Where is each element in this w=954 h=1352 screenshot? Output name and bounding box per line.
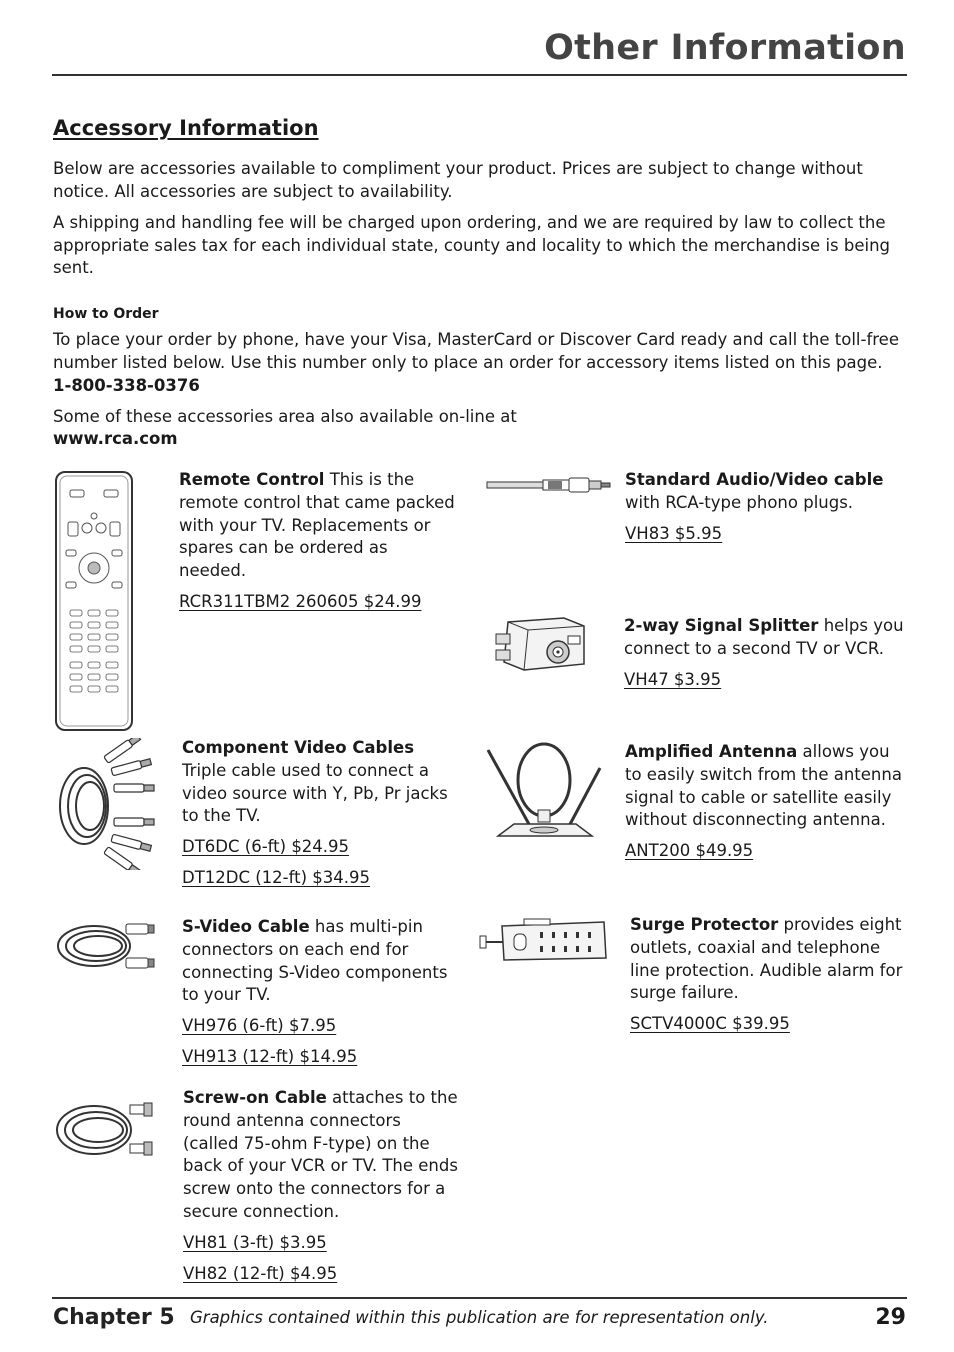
footer-chapter: Chapter 5 xyxy=(53,1305,175,1330)
screw-on-cable-desc: attaches to the round antenna connectors (called 75-ohm F-type) on the back of your VCR or TV. The ends screw onto the connectors for a secure connection. xyxy=(183,1088,458,1221)
screw-on-cable-item xyxy=(183,1087,458,1285)
screw-on-cable-image xyxy=(54,1100,158,1160)
svideo-cable-item xyxy=(182,916,457,1069)
surge-protector-sku[interactable]: SCTV4000C $39.95 xyxy=(630,1014,790,1034)
screw-on-cable-name: Screw-on Cable xyxy=(183,1088,327,1107)
how-to-order-text: To place your order by phone, have your Visa, MasterCard or Discover Card ready and call the toll-free number listed below. Use this number only to place an order for accessory items listed on this page. xyxy=(53,330,899,372)
component-cables-name: Component Video Cables xyxy=(182,738,415,757)
av-cable-item xyxy=(625,469,910,545)
remote-control-image xyxy=(54,470,134,734)
screw-on-cable-sku-1[interactable]: VH81 (3-ft) $3.95 xyxy=(183,1232,327,1252)
component-cables-sku-2[interactable]: DT12DC (12-ft) $34.95 xyxy=(182,867,371,887)
amplified-antenna-desc: allows you to easily switch from the antenna signal to cable or satellite easily without disconnecting antenna. xyxy=(625,742,902,830)
section-title: Accessory Information xyxy=(53,116,319,140)
footer-note: Graphics contained within this publication are for representation only. xyxy=(190,1308,769,1327)
remote-control-sku[interactable]: RCR311TBM2 260605 $24.99 xyxy=(179,591,422,611)
signal-splitter-sku[interactable]: VH47 $3.95 xyxy=(624,669,722,689)
intro-paragraph-1: Below are accessories available to compliment your product. Prices are subject to change without notice. All accessories are subject to availability. xyxy=(53,159,863,201)
component-cables-item xyxy=(182,737,457,890)
signal-splitter-image xyxy=(494,612,594,676)
svideo-cable-image xyxy=(54,920,158,972)
amplified-antenna-image xyxy=(484,740,608,842)
component-cables-image xyxy=(54,738,158,870)
amplified-antenna-name: Amplified Antenna xyxy=(625,742,798,761)
svideo-cable-sku-2[interactable]: VH913 (12-ft) $14.95 xyxy=(182,1046,358,1066)
signal-splitter-name: 2-way Signal Splitter xyxy=(624,616,819,635)
av-cable-sku[interactable]: VH83 $5.95 xyxy=(625,523,723,543)
amplified-antenna-sku[interactable]: ANT200 $49.95 xyxy=(625,841,754,861)
av-cable-image xyxy=(486,474,612,496)
svideo-cable-desc: has multi-pin connectors on each end for connecting S-Video components to your TV. xyxy=(182,917,448,1005)
screw-on-cable-sku-2[interactable]: VH82 (12-ft) $4.95 xyxy=(183,1263,338,1283)
remote-control-desc: This is the remote control that came packed with your TV. Replacements or spares can be ordered as needed. xyxy=(179,470,455,581)
av-cable-name: Standard Audio/Video cable xyxy=(625,470,884,489)
intro-paragraph-2: A shipping and handling fee will be charged upon ordering, and we are required by law to collect the appropriate sales tax for each individual state, county and locality to which the merchandise is being sent. xyxy=(53,213,891,277)
footer-rule xyxy=(52,1297,907,1299)
page-number: 29 xyxy=(875,1305,906,1330)
surge-protector-item xyxy=(630,914,910,1036)
how-to-order-heading: How to Order xyxy=(53,306,159,322)
phone-number: 1-800-338-0376 xyxy=(53,376,200,395)
signal-splitter-desc: helps you connect to a second TV or VCR. xyxy=(624,616,904,658)
signal-splitter-item xyxy=(624,615,909,691)
component-cables-desc: Triple cable used to connect a video source with Y, Pb, Pr jacks to the TV. xyxy=(182,760,448,826)
svideo-cable-sku-1[interactable]: VH976 (6-ft) $7.95 xyxy=(182,1016,337,1036)
online-text: Some of these accessories area also available on-line at xyxy=(53,407,517,426)
surge-protector-image xyxy=(478,918,610,964)
surge-protector-desc: provides eight outlets, coaxial and telephone line protection. Audible alarm for surge failure. xyxy=(630,915,903,1003)
remote-control-name: Remote Control xyxy=(179,470,325,489)
surge-protector-name: Surge Protector xyxy=(630,915,779,934)
av-cable-desc: with RCA-type phono plugs. xyxy=(625,492,854,512)
website-link[interactable]: www.rca.com xyxy=(53,429,178,448)
header-rule xyxy=(52,74,907,76)
page-title: Other Information xyxy=(544,28,906,68)
svideo-cable-name: S-Video Cable xyxy=(182,917,310,936)
amplified-antenna-item xyxy=(625,741,910,863)
component-cables-sku-1[interactable]: DT6DC (6-ft) $24.95 xyxy=(182,837,350,857)
remote-control-item xyxy=(179,469,457,614)
